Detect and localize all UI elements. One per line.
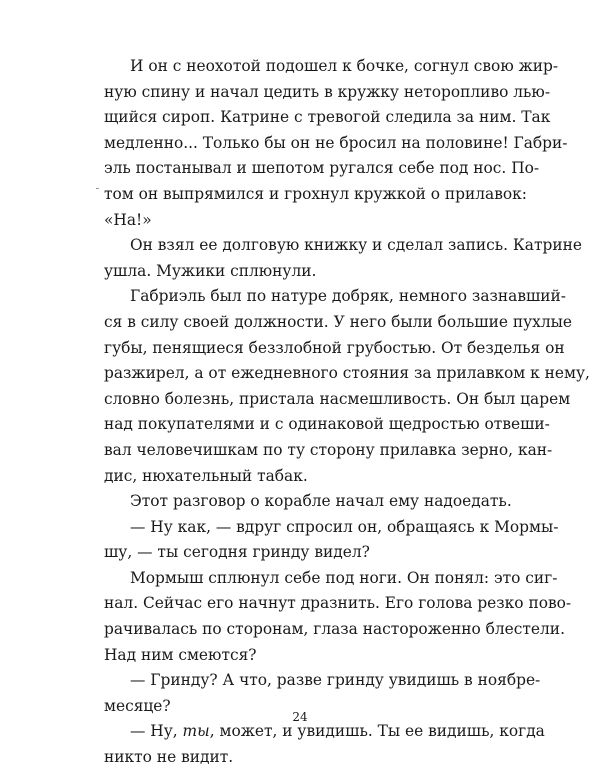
italic-word: ты: [182, 722, 210, 741]
text-line: — Ну как, — вдруг спросил он, обращаясь к Мормы-: [130, 517, 559, 536]
text-line: шу, — ты сегодня гринду видел?: [104, 543, 370, 562]
text-line: вал человечишкам по ту сторону прилавка зерно, кан-: [104, 440, 553, 459]
text-line: дис, нюхательный табак.: [104, 466, 308, 485]
text-line: — Гринду? А что, разве гринду увидишь в ноябре-: [130, 671, 541, 690]
text-line: И он с неохотой подошел к бочке, согнул свою жир-: [130, 57, 559, 75]
text-line: рачивалась по сторонам, глаза настороженно блестели.: [104, 620, 565, 639]
text-line: щийся сироп. Катрине с тревогой следила за ним. Так: [104, 108, 551, 127]
text-line: Он взял ее долговую книжку и сделал запись. Катрине: [130, 236, 582, 255]
text-line: ушла. Мужики сплюнули.: [104, 261, 317, 280]
page-number: 24: [292, 710, 308, 724]
text-line: ную спину и начал цедить в кружку неторопливо лью-: [104, 82, 551, 101]
text-fragment: , может, и увидишь. Ты ее видишь, когда: [209, 722, 545, 741]
text-line: Мормыш сплюнул себе под ноги. Он понял: это сиг-: [130, 568, 558, 587]
text-line: губы, пенящиеся беззлобной грубостью. От безделья он: [104, 338, 565, 357]
margin-mark: [96, 188, 99, 189]
text-line: словно болезнь, пристала насмешливость. Он был царем: [104, 389, 571, 408]
text-line: Габриэль был по натуре добряк, немного зазнавший-: [130, 287, 567, 306]
text-line: Этот разговор о корабле начал ему надоедать.: [130, 492, 512, 511]
text-line: нал. Сейчас его начнут дразнить. Его голова резко пово-: [104, 594, 572, 613]
text-line: никто не видит.: [104, 748, 234, 767]
text-fragment: — Ну,: [130, 722, 183, 741]
text-line: ся в силу своей должности. У него были большие пухлые: [104, 312, 572, 331]
text-line: над покупателями и с одинаковой щедростью отвеши-: [104, 415, 550, 434]
text-line: разжирел, а от ежедневного стояния за прилавком к нему,: [104, 364, 590, 383]
text-line: медленно... Только бы он не бросил на половине! Габри-: [104, 133, 568, 152]
body-text: [104, 54, 590, 771]
text-line: месяце?: [104, 696, 171, 715]
text-line: том он выпрямился и грохнул кружкой о прилавок:: [104, 184, 527, 203]
text-line: эль постанывал и шепотом ругался себе под нос. По-: [104, 159, 540, 178]
text-line: «На!»: [104, 210, 152, 229]
text-line: Над ним смеются?: [104, 645, 257, 664]
